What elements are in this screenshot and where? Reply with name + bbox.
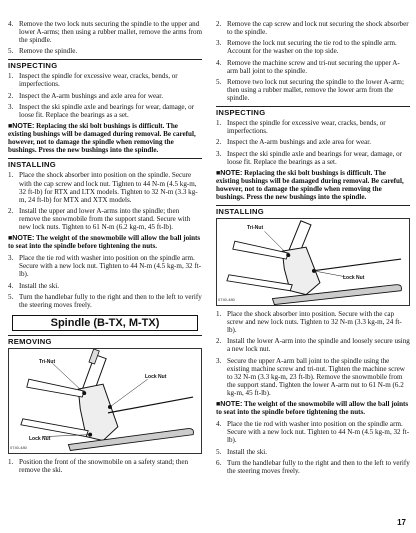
note-text: The weight of the snowmobile will allow the ball joints to seat into the spindle before tightening the nuts.: [216, 400, 409, 417]
list-item: [8, 458, 202, 474]
step-number: 4.: [8, 281, 14, 290]
step-number: 6.: [216, 458, 222, 467]
list-item: [8, 72, 202, 88]
spindle-figure-left: [8, 348, 202, 454]
spindle-illustration: [217, 219, 409, 305]
step-text: Inspect the ski spindle axle and bearings for wear, damage, or loose fit. Replace the bearings as a set.: [19, 102, 195, 119]
removing-steps-cont: [216, 20, 410, 102]
note-label: ■NOTE:: [8, 122, 35, 131]
step-text: Install the ski.: [19, 281, 59, 290]
note-text: Replacing the ski bolt bushings is difficult. The existing bushings will be damaged during removal. Be careful, however, not to damage the spindle when removing the bushings. Press the new bushings into the spindle.: [216, 168, 404, 201]
step-text: Secure the upper A-arm ball joint to the spindle using the existing machine screw and tri-nut. Tighten the machine screw to 32 N-m (3.3 kg-m, 23 ft-lb). Remove the snowmobile from the support stand. Tighten the lower A-arm nut to 61 N-m (6.2 kg-m, 45 ft-lb).: [227, 356, 405, 397]
list-item: [216, 459, 410, 475]
step-text: Turn the handlebar fully to the right and then to the left to verify the steering moves freely.: [19, 292, 202, 309]
lock-nut-callout: Lock Nut: [145, 374, 167, 380]
tri-nut-callout: Tri-Nut: [39, 359, 56, 365]
step-text: Remove the two lock nuts securing the spindle to the upper and lower A-arms; then using a rubber mallet, remove the arms from the spindle.: [19, 20, 203, 45]
figure-code: 0740-480: [218, 297, 235, 303]
note: [8, 122, 202, 154]
intro-steps: [8, 20, 202, 55]
installing-heading: INSTALLING: [8, 158, 202, 169]
inspecting-steps: [8, 72, 202, 119]
step-number: 1.: [8, 171, 14, 180]
note: [216, 400, 410, 416]
note-label: ■NOTE:: [216, 400, 243, 409]
list-item: [216, 39, 410, 55]
page-number: 17: [397, 518, 406, 527]
step-text: Inspect the A-arm bushings and axle area for wear.: [227, 138, 371, 147]
step-text: Install the lower A-arm into the spindle and loosely secure using a new lock nut.: [227, 337, 410, 354]
list-item: [8, 254, 202, 278]
list-item: [216, 357, 410, 397]
installing-heading: INSTALLING: [216, 205, 410, 216]
step-number: 5.: [216, 447, 222, 456]
list-item: [8, 92, 202, 100]
lock-nut-callout: Lock Nut: [343, 275, 365, 282]
installing-steps: [8, 171, 202, 231]
left-column: [8, 20, 202, 477]
lock-nut-callout: Lock Nut: [29, 436, 51, 442]
installing-steps: [216, 310, 410, 397]
step-number: 2.: [216, 337, 222, 346]
step-number: 4.: [216, 58, 222, 67]
step-number: 3.: [8, 254, 14, 263]
step-number: 4.: [216, 420, 222, 429]
step-number: 3.: [8, 102, 14, 111]
note-text: The weight of the snowmobile will allow the ball joints to seat into the spindle before tightening the nuts.: [8, 234, 201, 251]
step-text: Place the tie rod with washer into position on the spindle arm. Secure with a new lock nut. Tighten to 44 N-m (4.5 kg-m, 32 ft-lb).: [227, 420, 410, 445]
installing-steps-after: [8, 254, 202, 309]
list-item: [8, 171, 202, 203]
list-item: [216, 119, 410, 135]
step-text: Inspect the A-arm bushings and axle area for wear.: [19, 91, 163, 100]
inspecting-heading: INSPECTING: [8, 59, 202, 70]
step-number: 2.: [8, 206, 14, 215]
list-item: [8, 207, 202, 231]
step-text: Inspect the spindle for excessive wear, cracks, bends, or imperfections.: [227, 119, 386, 136]
step-number: 2.: [216, 20, 222, 28]
step-text: Inspect the ski spindle axle and bearings for wear, damage, or loose fit. Replace the bearings as a set.: [227, 149, 403, 166]
step-number: 3.: [216, 39, 222, 48]
list-item: [216, 337, 410, 353]
spindle-figure-right: [216, 218, 410, 306]
step-number: 3.: [216, 356, 222, 365]
step-text: Place the shock absorber into position on the spindle. Secure with the cap screw and lock nut. Tighten to 44 N-m (4.5 kg-m, 32 ft-lb) for RTX and LTX models. Tighten to 32 N-m (3.3 kg-m, 24 ft-lb) for MTX and XTX models.: [19, 171, 198, 204]
list-item: [8, 282, 202, 290]
inspecting-heading: INSPECTING: [216, 106, 410, 117]
removing-steps: [8, 458, 202, 474]
list-item: [8, 47, 202, 55]
note-text: Replacing the ski bolt bushings is difficult. The existing bushings will be damaged during removal. Be careful, however, not to damage the spindle when removing the bushings. Press the new bushings into the spindle.: [8, 122, 196, 155]
section-title: Spindle (B-TX, M-TX): [12, 315, 198, 331]
step-number: 4.: [8, 20, 14, 28]
list-item: [216, 310, 410, 334]
installing-steps-after: [216, 420, 410, 475]
step-number: 5.: [8, 292, 14, 301]
right-column: [216, 20, 410, 478]
step-text: Install the ski.: [227, 447, 267, 456]
note-label: ■NOTE:: [8, 234, 35, 243]
list-item: [8, 103, 202, 119]
step-number: 2.: [8, 91, 14, 100]
list-item: [8, 20, 202, 44]
list-item: [216, 448, 410, 456]
step-number: 2.: [216, 138, 222, 147]
list-item: [216, 150, 410, 166]
list-item: [216, 138, 410, 146]
inspecting-steps: [216, 119, 410, 166]
figure-code: 0740-480: [10, 444, 27, 450]
step-text: Remove the cap screw and lock nut securing the shock absorber to the spindle.: [227, 20, 409, 37]
step-number: 5.: [8, 47, 14, 56]
step-text: Remove the machine screw and tri-nut securing the upper A-arm ball joint to the spindle.: [227, 58, 400, 75]
note: [8, 234, 202, 250]
step-number: 1.: [216, 310, 222, 319]
step-number: 1.: [8, 72, 14, 81]
step-text: Inspect the spindle for excessive wear, cracks, bends, or imperfections.: [19, 72, 178, 89]
list-item: [8, 293, 202, 309]
step-number: 3.: [216, 149, 222, 158]
step-text: Place the tie rod with washer into position on the spindle arm. Secure with a new lock nut. Tighten to 44 N-m (4.5 kg-m, 32 ft-lb).: [19, 254, 202, 279]
step-number: 1.: [8, 458, 14, 466]
step-text: Turn the handlebar fully to the right and then to the left to verify the steering moves freely.: [227, 458, 410, 475]
step-text: Remove two lock nut securing the spindle to the lower A-arm; then using a rubber mallet, remove the lower arm from the spindle.: [227, 77, 404, 102]
step-text: Install the upper and lower A-arms into the spindle; then remove the snowmobile from the support stand. Secure with new lock nuts. Tighten to 61 N-m (6.2 kg-m, 45 ft-lb).: [19, 206, 191, 231]
step-text: Remove the lock nut securing the tie rod to the spindle arm. Account for the washer on the top side.: [227, 39, 397, 56]
note: [216, 169, 410, 201]
step-number: 5.: [216, 77, 222, 86]
step-text: Place the shock absorber into position. Secure with the cap screw and new lock nuts. Tighten to 32 N-m (3.3 kg-m, 24 ft-lb).: [227, 310, 402, 335]
step-number: 1.: [216, 119, 222, 128]
removing-heading: REMOVING: [8, 335, 202, 346]
tri-nut-callout: Tri-Nut: [247, 225, 264, 232]
list-item: [216, 20, 410, 36]
list-item: [216, 420, 410, 444]
step-text: Remove the spindle.: [19, 47, 78, 56]
list-item: [216, 59, 410, 75]
list-item: [216, 78, 410, 102]
note-label: ■NOTE:: [216, 168, 243, 177]
step-text: Position the front of the snowmobile on a safety stand; then remove the ski.: [19, 458, 189, 475]
